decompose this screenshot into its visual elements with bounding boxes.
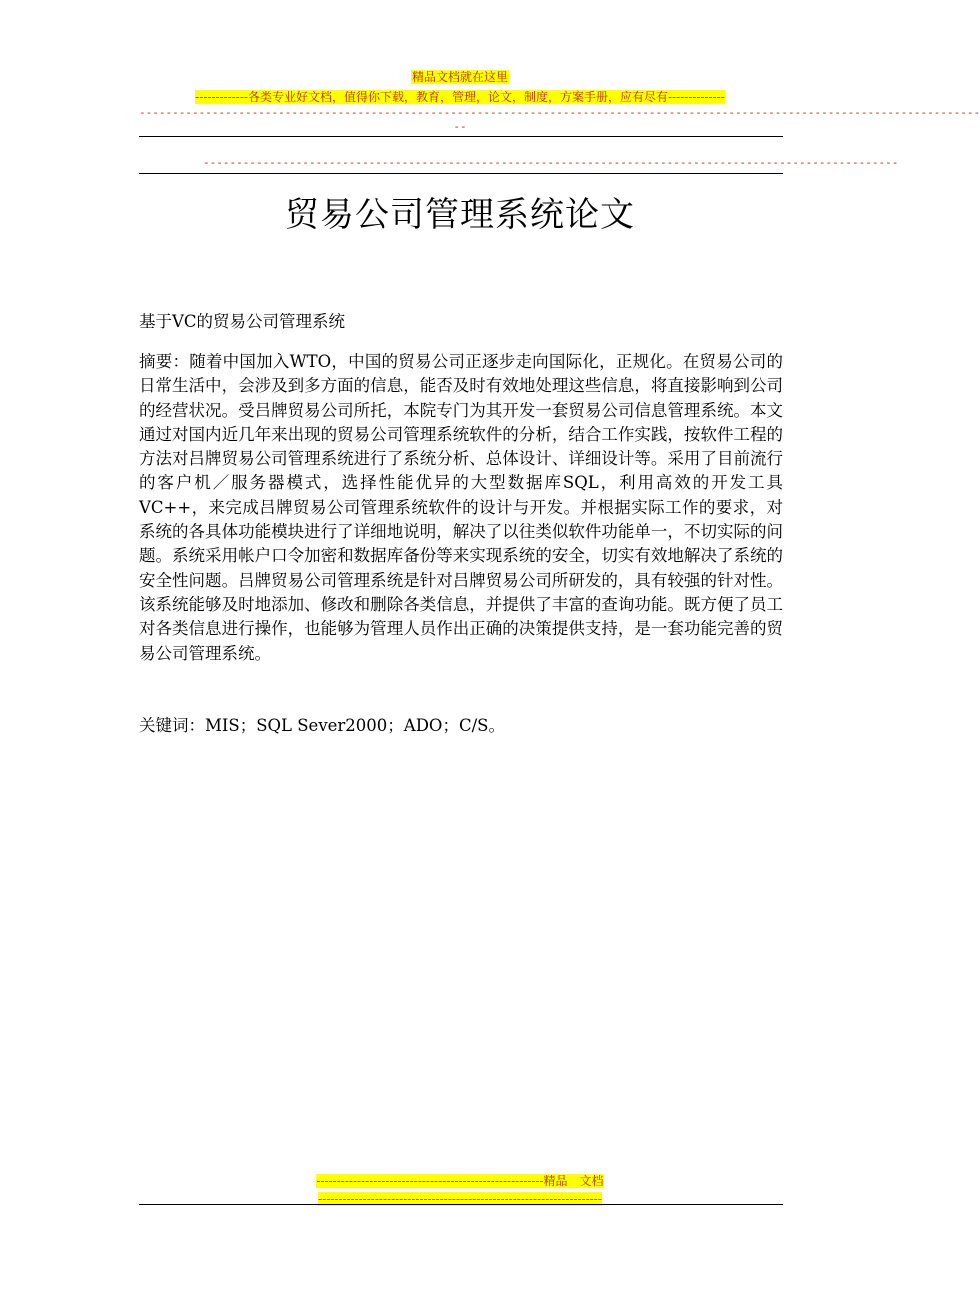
footer-line-1-text: --------------------------------------------------------精品 文档 bbox=[316, 1174, 604, 1188]
header-rule-top bbox=[139, 136, 783, 137]
footer-rule bbox=[139, 1204, 783, 1205]
header-tagline-text: -------------各类专业好文档，值得你下载，教育，管理，论文，制度，方案手册，应有尽有-------------- bbox=[195, 90, 725, 104]
footer-line-2-text: ---------------------------------------------------------------------- bbox=[318, 1192, 602, 1206]
header-banner bbox=[0, 66, 920, 85]
abstract-paragraph: 摘要：随着中国加入WTO，中国的贸易公司正逐步走向国际化，正规化。在贸易公司的日常生活中，会涉及到多方面的信息，能否及时有效地处理这些信息，将直接影响到公司的经营状况。受吕牌贸易公司所托，本院专门为其开发一套贸易公司信息管理系统。本文通过对国内近几年来出现的贸易公司管理系统软件的分析，结合工作实践，按软件工程的方法对吕牌贸易公司管理系统进行了系统分析、总体设计、详细设计等。采用了目前流行的客户机／服务器模式，选择性能优异的大型数据库SQL，利用高效的开发工具VC++，来完成吕牌贸易公司管理系统软件的设计与开发。并根据实际工作的要求，对系统的各具体功能模块进行了详细地说明，解决了以往类似软件功能单一，不切实际的问题。系统采用帐户口令加密和数据库备份等来实现系统的安全，切实有效地解决了系统的安全性问题。吕牌贸易公司管理系统是针对吕牌贸易公司所研发的，具有较强的针对性。该系统能够及时地添加、修改和删除各类信息，并提供了丰富的查询功能。既方便了员工对各类信息进行操作，也能够为管理人员作出正确的决策提供支持，是一套功能完善的贸易公司管理系统。 bbox=[139, 352, 783, 663]
keywords-line: 关键词：MIS；SQL Sever2000；ADO；C/S。 bbox=[139, 716, 505, 735]
header-tagline bbox=[0, 86, 920, 105]
footer-line-1 bbox=[0, 1170, 920, 1189]
header-banner-text: 精品文档就在这里 bbox=[411, 70, 508, 84]
header-rule-bottom bbox=[139, 173, 783, 174]
document-subtitle: 基于VC的贸易公司管理系统 bbox=[139, 312, 346, 331]
header-dash-line: ------------------------------------------------------------------------------------------------------------------------------- bbox=[139, 106, 980, 119]
header-dash-tail: -- bbox=[453, 120, 467, 133]
header-dash-mid: --------------------------------------------------------------------------------------------------------- bbox=[203, 156, 899, 169]
document-title: 贸易公司管理系统论文 bbox=[285, 195, 635, 235]
